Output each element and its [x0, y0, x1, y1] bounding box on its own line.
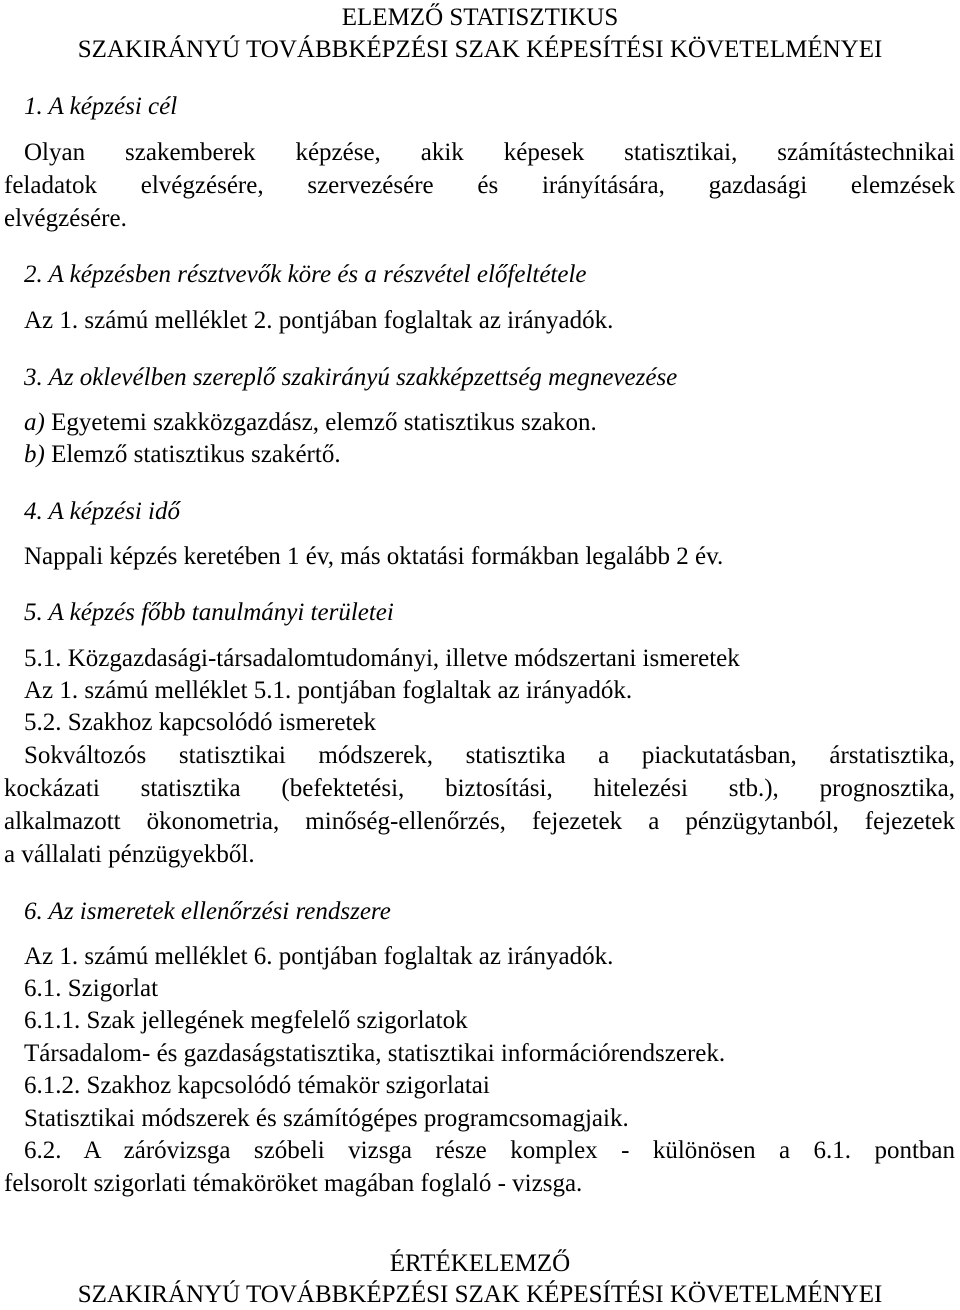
section-6-1-title: 6.1. Szigorlat	[24, 975, 159, 1002]
section-6-1-1-title: 6.1.1. Szak jellegének megfelelő szigorlatok	[24, 1007, 468, 1034]
section-2-text: Az 1. számú melléklet 2. pontjában foglaltak az irányadók.	[24, 307, 614, 334]
section-1-line-3: elvégzésére.	[4, 205, 127, 232]
section-6-2-line-1: 6.2. A záróvizsga szóbeli vizsga része komplex - különösen a 6.1. pontban	[24, 1137, 955, 1164]
section-5-2-line-1: Sokváltozós statisztikai módszerek, statisztika a piackutatásban, árstatisztika,	[24, 742, 955, 769]
section-5-2-title: 5.2. Szakhoz kapcsolódó ismeretek	[24, 709, 376, 736]
section-4-text: Nappali képzés keretében 1 év, más oktatási formákban legalább 2 év.	[24, 543, 724, 570]
document-title: ELEMZŐ STATISZTIKUS	[341, 4, 619, 31]
section-6-2-line-2: felsorolt szigorlati témaköröket magában foglaló - vizsga.	[4, 1170, 583, 1197]
section-5-2-line-2: kockázati statisztika (befektetési, biztosítási, hitelezési stb.), prognosztika,	[4, 775, 955, 802]
section-5-heading: 5. A képzés főbb tanulmányi területei	[24, 599, 394, 626]
section-6-1-2-text: Statisztikai módszerek és számítógépes programcsomagjaik.	[24, 1105, 629, 1132]
item-b-text: Elemző statisztikus szakértő.	[44, 441, 341, 468]
section-1-heading: 1. A képzési cél	[24, 93, 178, 120]
item-a-label: a)	[24, 409, 45, 436]
section-6-1-1-text: Társadalom- és gazdaságstatisztika, statisztikai információrendszerek.	[24, 1040, 726, 1067]
section-1-line-2: feladatok elvégzésére, szervezésére és irányítására, gazdasági elemzések	[4, 172, 955, 199]
section-3-item-a	[24, 408, 597, 438]
section-5-1-text: Az 1. számú melléklet 5.1. pontjában foglaltak az irányadók.	[24, 677, 633, 704]
section-4-heading: 4. A képzési idő	[24, 498, 181, 525]
section-5-1-title: 5.1. Közgazdasági-társadalomtudományi, illetve módszertani ismeretek	[24, 645, 740, 672]
section-6-heading: 6. Az ismeretek ellenőrzési rendszere	[24, 898, 391, 925]
section-2-heading: 2. A képzésben résztvevők köre és a részvétel előfeltétele	[24, 261, 587, 288]
next-document-subtitle: SZAKIRÁNYÚ TOVÁBBKÉPZÉSI SZAK KÉPESÍTÉSI KÖVETELMÉNYEI	[77, 1281, 883, 1308]
section-6-text: Az 1. számú melléklet 6. pontjában foglaltak az irányadók.	[24, 943, 614, 970]
item-b-label: b)	[24, 441, 45, 468]
section-3-item-b	[24, 440, 341, 470]
document-subtitle: SZAKIRÁNYÚ TOVÁBBKÉPZÉSI SZAK KÉPESÍTÉSI KÖVETELMÉNYEI	[77, 36, 883, 63]
section-3-heading: 3. Az oklevélben szereplő szakirányú szakképzettség megnevezése	[24, 364, 678, 391]
section-5-2-line-4: a vállalati pénzügyekből.	[4, 841, 255, 868]
section-6-1-2-title: 6.1.2. Szakhoz kapcsolódó témakör szigorlatai	[24, 1072, 490, 1099]
item-a-text: Egyetemi szakközgazdász, elemző statisztikus szakon.	[44, 409, 597, 436]
next-document-title: ÉRTÉKELEMZŐ	[389, 1250, 571, 1277]
section-5-2-line-3: alkalmazott ökonometria, minőség-ellenőrzés, fejezetek a pénzügytanból, fejezetek	[4, 808, 955, 835]
section-1-line-1: Olyan szakemberek képzése, akik képesek statisztikai, számítástechnikai	[24, 139, 955, 166]
